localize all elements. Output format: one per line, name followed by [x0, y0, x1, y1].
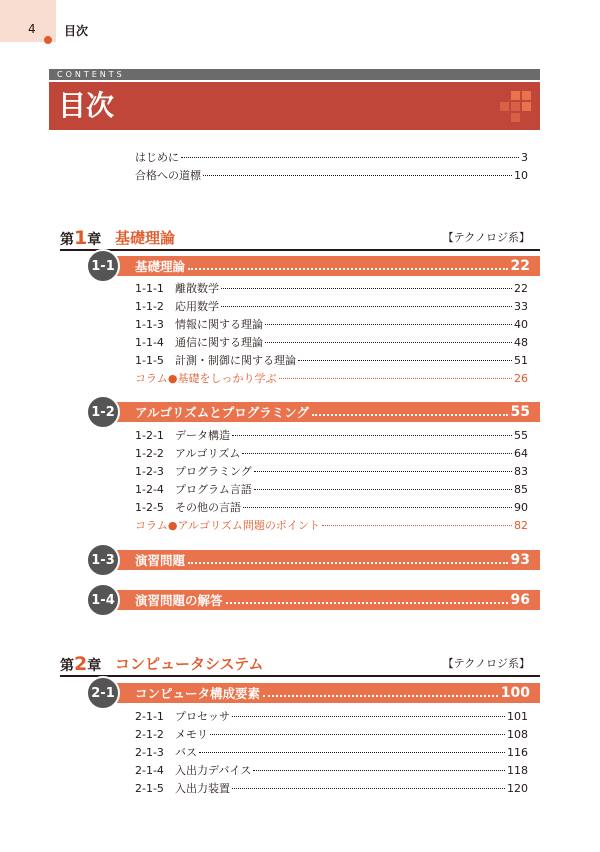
decor-square-icon — [500, 102, 509, 111]
toc-entry[interactable]: はじめに 3 — [135, 151, 528, 164]
toc-entry[interactable]: 1-2-4 プログラム言語 85 — [135, 483, 528, 496]
decor-square-icon — [511, 91, 520, 100]
page-title: 目次 — [58, 89, 115, 122]
column-entry[interactable]: コラム●アルゴリズム問題のポイント 82 — [135, 519, 528, 532]
section-badge: 1-1 — [86, 249, 120, 283]
section-badge: 1-4 — [86, 583, 120, 617]
title-band — [49, 82, 540, 130]
chapter-title[interactable]: 基礎理論 — [115, 229, 176, 247]
toc-entry[interactable]: 2-1-2 メモリ 108 — [135, 728, 528, 741]
decor-square-icon — [511, 102, 520, 111]
section-badge: 1-3 — [86, 543, 120, 577]
contents-bar: CONTENTS — [49, 69, 540, 80]
section-bar[interactable]: 演習問題の解答 96 — [100, 590, 540, 610]
running-header-title: 目次 — [64, 24, 89, 38]
decor-square-icon — [522, 102, 531, 111]
toc-entry[interactable]: 合格への道標 10 — [135, 169, 528, 182]
toc-entry[interactable]: 2-1-4 入出力デバイス 118 — [135, 764, 528, 777]
section-bar[interactable]: アルゴリズムとプログラミング 55 — [100, 402, 540, 422]
chapter-title[interactable]: コンピュータシステム — [115, 655, 264, 673]
toc-entry[interactable]: 1-2-3 プログラミング 83 — [135, 465, 528, 478]
toc-entry[interactable]: 1-1-2 応用数学 33 — [135, 300, 528, 313]
section-badge: 1-2 — [86, 395, 120, 429]
column-entry[interactable]: コラム●基礎をしっかり学ぶ 26 — [135, 372, 528, 385]
decor-square-icon — [522, 91, 531, 100]
chapter-heading: 第2章 コンピュータシステム 【テクノロジ系】 — [60, 651, 540, 677]
toc-entry[interactable]: 1-1-4 通信に関する理論 48 — [135, 336, 528, 349]
toc-entry[interactable]: 2-1-1 プロセッサ 101 — [135, 710, 528, 723]
toc-entry[interactable]: 1-2-1 データ構造 55 — [135, 429, 528, 442]
toc-entry[interactable]: 2-1-3 バス 116 — [135, 746, 528, 759]
toc-entry[interactable]: 2-1-5 入出力装置 120 — [135, 782, 528, 795]
decor-square-icon — [511, 113, 520, 122]
toc-entry[interactable]: 1-1-3 情報に関する理論 40 — [135, 318, 528, 331]
chapter-tag: 【テクノロジ系】 — [442, 657, 530, 670]
section-badge: 2-1 — [86, 676, 120, 710]
section-bar[interactable]: 基礎理論 22 — [100, 256, 540, 276]
section-bar[interactable]: コンピュータ構成要素 100 — [100, 683, 540, 703]
section-bar[interactable]: 演習問題 93 — [100, 550, 540, 570]
page-dot-icon — [44, 36, 52, 44]
page-number: 4 — [28, 22, 36, 36]
toc-entry[interactable]: 1-1-1 離散数学 22 — [135, 282, 528, 295]
chapter-heading: 第1章 基礎理論 【テクノロジ系】 — [60, 225, 540, 251]
toc-entry[interactable]: 1-2-5 その他の言語 90 — [135, 501, 528, 514]
toc-entry[interactable]: 1-1-5 計測・制御に関する理論 51 — [135, 354, 528, 367]
chapter-tag: 【テクノロジ系】 — [442, 231, 530, 244]
toc-entry[interactable]: 1-2-2 アルゴリズム 64 — [135, 447, 528, 460]
